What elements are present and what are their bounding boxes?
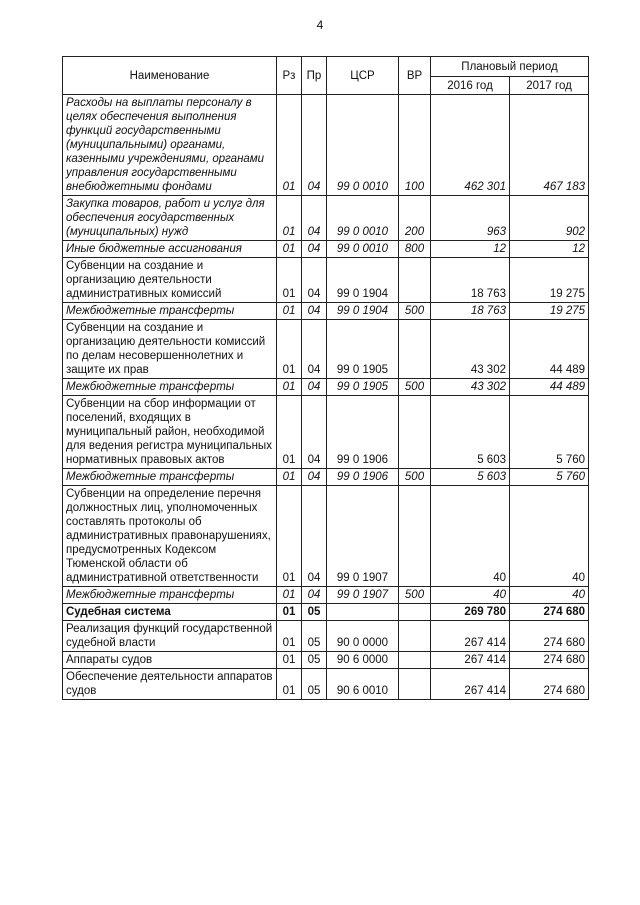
table-cell-csr: 99 0 0010 [327, 196, 399, 241]
header-csr: ЦСР [327, 57, 399, 95]
table-row [63, 196, 589, 241]
table-cell-pr: 04 [302, 469, 327, 486]
table-cell-2017: 19 275 [510, 303, 589, 320]
table-cell-vr [399, 652, 431, 669]
table-cell-2016: 18 763 [431, 258, 510, 303]
table-cell-rz: 01 [277, 604, 302, 621]
table-cell-pr: 05 [302, 604, 327, 621]
table-cell-2016: 12 [431, 241, 510, 258]
table-cell-2016: 40 [431, 587, 510, 604]
table-cell-name: Межбюджетные трансферты [63, 587, 277, 604]
table-cell-csr: 90 6 0000 [327, 652, 399, 669]
table-cell-rz: 01 [277, 469, 302, 486]
table-cell-vr: 500 [399, 587, 431, 604]
table-cell-csr: 99 0 1905 [327, 379, 399, 396]
table-cell-rz: 01 [277, 320, 302, 379]
table-cell-2017: 44 489 [510, 379, 589, 396]
table-cell-2017: 467 183 [510, 95, 589, 196]
table-cell-csr: 99 0 0010 [327, 241, 399, 258]
table-cell-name: Межбюджетные трансферты [63, 469, 277, 486]
table-cell-csr: 99 0 1904 [327, 303, 399, 320]
table-cell-csr: 90 6 0010 [327, 669, 399, 700]
table-cell-vr: 500 [399, 379, 431, 396]
table-cell-pr: 04 [302, 95, 327, 196]
table-cell-name: Реализация функций государственной судебной власти [63, 621, 277, 652]
table-cell-2016: 963 [431, 196, 510, 241]
header-pr: Пр [302, 57, 327, 95]
table-cell-rz: 01 [277, 95, 302, 196]
table-cell-rz: 01 [277, 258, 302, 303]
table-cell-2016: 267 414 [431, 652, 510, 669]
header-year-2016: 2016 год [431, 77, 510, 95]
table-cell-2017: 902 [510, 196, 589, 241]
table-cell-pr: 04 [302, 379, 327, 396]
header-rz: Рз [277, 57, 302, 95]
table-row [63, 604, 589, 621]
table-cell-2016: 43 302 [431, 379, 510, 396]
table-cell-pr: 04 [302, 303, 327, 320]
table-cell-vr: 500 [399, 303, 431, 320]
table-cell-2017: 5 760 [510, 469, 589, 486]
table-cell-2017: 12 [510, 241, 589, 258]
table-cell-pr: 04 [302, 241, 327, 258]
table-cell-name: Расходы на выплаты персоналу в целях обеспечения выполнения функций государственными (муниципальными) органами, казенными учреждениями, органами управления государственными внебюджетными фондами [63, 95, 277, 196]
table-cell-pr: 04 [302, 587, 327, 604]
table-cell-name: Закупка товаров, работ и услуг для обеспечения государственных (муниципальных) нужд [63, 196, 277, 241]
table-cell-rz: 01 [277, 587, 302, 604]
table-cell-2017: 44 489 [510, 320, 589, 379]
table-cell-rz: 01 [277, 486, 302, 587]
table-cell-csr: 99 0 0010 [327, 95, 399, 196]
table-cell-pr: 05 [302, 621, 327, 652]
table-cell-2016: 267 414 [431, 621, 510, 652]
table-cell-csr: 90 0 0000 [327, 621, 399, 652]
table-cell-csr: 99 0 1904 [327, 258, 399, 303]
table-row [63, 320, 589, 379]
table-cell-pr: 04 [302, 396, 327, 469]
table-cell-name: Межбюджетные трансферты [63, 303, 277, 320]
table-row [63, 241, 589, 258]
table-cell-vr [399, 604, 431, 621]
table-cell-2017: 40 [510, 486, 589, 587]
table-cell-name: Иные бюджетные ассигнования [63, 241, 277, 258]
table-cell-2017: 19 275 [510, 258, 589, 303]
header-vr: ВР [399, 57, 431, 95]
table-cell-rz: 01 [277, 652, 302, 669]
table-cell-vr [399, 669, 431, 700]
table-cell-name: Субвенции на определение перечня должностных лиц, уполномоченных составлять протоколы об административных правонарушениях, предусмотренных Кодексом Тюменской области об административной ответственности [63, 486, 277, 587]
table-cell-vr [399, 320, 431, 379]
table-cell-name: Межбюджетные трансферты [63, 379, 277, 396]
table-cell-rz: 01 [277, 303, 302, 320]
table-cell-2016: 269 780 [431, 604, 510, 621]
table-cell-vr [399, 621, 431, 652]
table-cell-2016: 43 302 [431, 320, 510, 379]
table-cell-2016: 40 [431, 486, 510, 587]
table-row [63, 587, 589, 604]
table-cell-2017: 274 680 [510, 669, 589, 700]
table-cell-2016: 462 301 [431, 95, 510, 196]
table-cell-csr: 99 0 1906 [327, 469, 399, 486]
header-plan-period: Плановый период [431, 57, 589, 77]
budget-table [62, 56, 589, 700]
table-row [63, 486, 589, 587]
table-cell-2017: 274 680 [510, 621, 589, 652]
table-row [63, 621, 589, 652]
table-cell-2017: 274 680 [510, 604, 589, 621]
table-row [63, 669, 589, 700]
table-cell-name: Судебная система [63, 604, 277, 621]
table-row [63, 469, 589, 486]
table-cell-2017: 40 [510, 587, 589, 604]
table-cell-csr: 99 0 1906 [327, 396, 399, 469]
table-body [63, 95, 589, 700]
table-cell-name: Субвенции на сбор информации от поселений, входящих в муниципальный район, необходимой для ведения регистра муниципальных нормативных правовых актов [63, 396, 277, 469]
table-cell-rz: 01 [277, 669, 302, 700]
table-cell-2016: 5 603 [431, 469, 510, 486]
table-header [63, 57, 589, 95]
table-row [63, 95, 589, 196]
table-cell-rz: 01 [277, 396, 302, 469]
table-cell-2016: 267 414 [431, 669, 510, 700]
table-cell-vr: 500 [399, 469, 431, 486]
header-name: Наименование [63, 57, 277, 95]
table-cell-pr: 05 [302, 669, 327, 700]
table-row [63, 379, 589, 396]
table-cell-vr [399, 486, 431, 587]
page-number: 4 [316, 18, 324, 32]
table-cell-name: Аппараты судов [63, 652, 277, 669]
table-cell-vr [399, 258, 431, 303]
header-year-2017: 2017 год [510, 77, 589, 95]
table-cell-vr: 800 [399, 241, 431, 258]
table-row [63, 396, 589, 469]
table-cell-name: Субвенции на создание и организацию деятельности административных комиссий [63, 258, 277, 303]
table-cell-pr: 04 [302, 486, 327, 587]
table-cell-pr: 04 [302, 258, 327, 303]
table-cell-vr [399, 396, 431, 469]
table-cell-csr [327, 604, 399, 621]
table-cell-rz: 01 [277, 196, 302, 241]
table-cell-csr: 99 0 1907 [327, 587, 399, 604]
table-cell-csr: 99 0 1907 [327, 486, 399, 587]
table-cell-2017: 5 760 [510, 396, 589, 469]
table-cell-2016: 18 763 [431, 303, 510, 320]
table-cell-name: Субвенции на создание и организацию деятельности комиссий по делам несовершеннолетних и защите их прав [63, 320, 277, 379]
table-cell-rz: 01 [277, 379, 302, 396]
table-cell-rz: 01 [277, 241, 302, 258]
table-cell-name: Обеспечение деятельности аппаратов судов [63, 669, 277, 700]
table-row [63, 652, 589, 669]
table-cell-vr: 100 [399, 95, 431, 196]
table-row [63, 258, 589, 303]
table-cell-2017: 274 680 [510, 652, 589, 669]
table-cell-vr: 200 [399, 196, 431, 241]
table-cell-pr: 04 [302, 196, 327, 241]
table-cell-pr: 05 [302, 652, 327, 669]
table-row [63, 303, 589, 320]
table-cell-pr: 04 [302, 320, 327, 379]
table-cell-2016: 5 603 [431, 396, 510, 469]
table-cell-rz: 01 [277, 621, 302, 652]
table-cell-csr: 99 0 1905 [327, 320, 399, 379]
